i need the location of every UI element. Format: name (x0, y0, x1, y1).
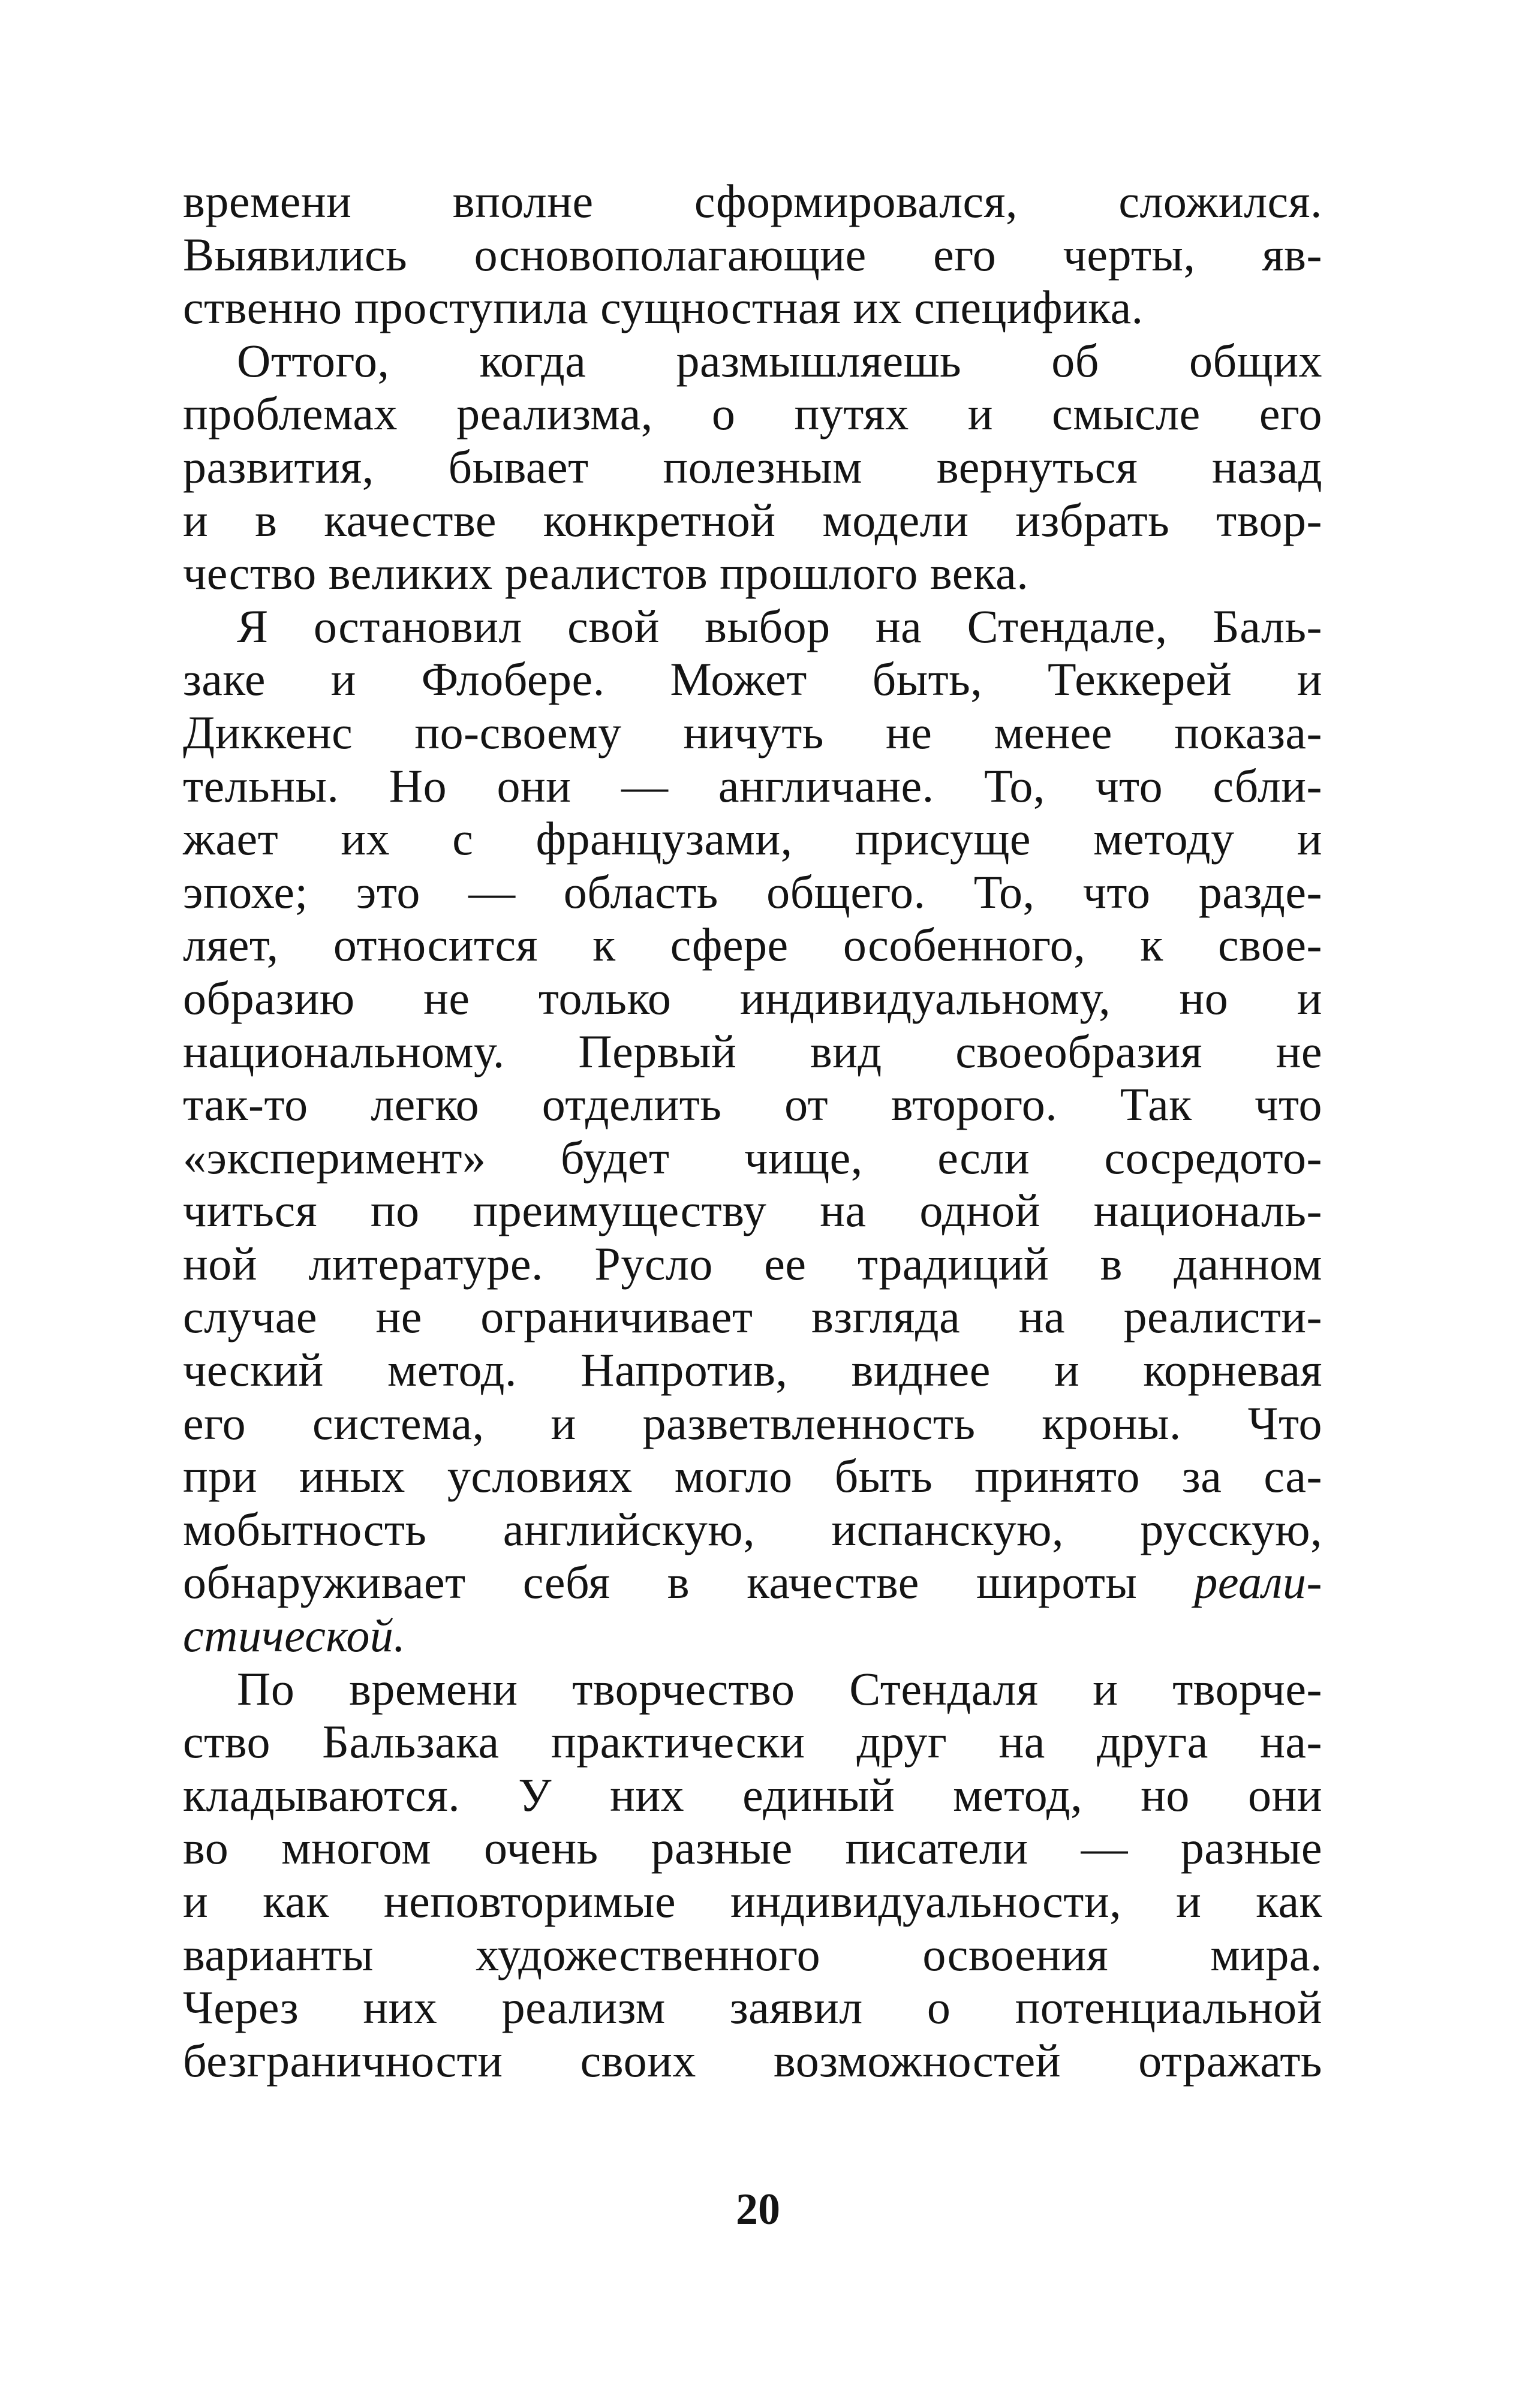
line-text: чество великих реалистов прошлого века. (183, 547, 1029, 600)
line-text: случае не ограничивает взгляда на реалисти- (183, 1290, 1322, 1343)
line-text: национальному. Первый вид своеобразия не (183, 1025, 1322, 1077)
italic-text: реали- (1194, 1556, 1322, 1609)
line-text: жает их с французами, присуще методу и (183, 812, 1322, 865)
text-line (183, 1450, 1322, 1503)
text-line (183, 335, 1322, 388)
line-text: Выявились основополагающие его черты, яв- (183, 228, 1322, 281)
line-text: и в качестве конкретной модели избрать твор- (183, 493, 1322, 546)
text-line (183, 1875, 1322, 1928)
line-text: ляет, относится к сфере особенного, к свое- (183, 919, 1322, 971)
text-line (183, 919, 1322, 972)
line-text: ство Бальзака практически друг на друга на- (183, 1715, 1322, 1768)
line-text: ческий метод. Напротив, виднее и корневая (183, 1344, 1322, 1396)
text-line (183, 1290, 1322, 1344)
line-text: образию не только индивидуальному, но и (183, 971, 1322, 1024)
text-line (183, 1981, 1322, 2034)
line-text: Я остановил свой выбор на Стендале, Баль- (237, 600, 1322, 652)
text-line (183, 1928, 1322, 1982)
text-line (183, 2034, 1322, 2088)
line-text: ственно проступила сущностная их специфика. (183, 281, 1144, 334)
text-line (183, 866, 1322, 919)
text-line (183, 1609, 1322, 1663)
text-line (183, 760, 1322, 813)
text-line (183, 1715, 1322, 1769)
text-line (183, 1556, 1322, 1609)
text-line (183, 1397, 1322, 1450)
text-line (183, 1663, 1322, 1716)
line-text: безграничности своих возможностей отражать (183, 2034, 1322, 2087)
line-text: времени вполне сформировался, сложился. (183, 175, 1322, 227)
text-line (183, 1503, 1322, 1557)
text-line (183, 547, 1322, 600)
line-text: обнаруживает себя в качестве широты (183, 1556, 1195, 1609)
line-text: развития, бывает полезным вернуться назад (183, 440, 1322, 493)
text-line (183, 1078, 1322, 1131)
text-line (183, 972, 1322, 1025)
text-line (183, 812, 1322, 866)
text-line (183, 1769, 1322, 1822)
line-text: Через них реализм заявил о потенциальной (183, 1981, 1322, 2034)
text-line (183, 281, 1322, 335)
line-text: тельны. Но они — англичане. То, что сбли- (183, 759, 1322, 812)
line-text: Оттого, когда размышляешь об общих (237, 334, 1322, 387)
line-text: варианты художественного освоения мира. (183, 1928, 1322, 1980)
line-text: заке и Флобере. Может быть, Теккерей и (183, 653, 1322, 706)
text-line (183, 1238, 1322, 1291)
line-text: при иных условиях могло быть принято за са- (183, 1450, 1322, 1503)
text-line (183, 1184, 1322, 1238)
text-line (183, 228, 1322, 282)
text-line (183, 600, 1322, 654)
text-line (183, 494, 1322, 547)
line-text: Диккенс по-своему ничуть не менее показа- (183, 706, 1322, 758)
text-line (183, 1822, 1322, 1875)
text-line (183, 1131, 1322, 1185)
text-line (183, 387, 1322, 441)
text-line (183, 441, 1322, 494)
line-text: так-то легко отделить от второго. Так что (183, 1078, 1322, 1131)
page-number: 20 (736, 2185, 780, 2234)
text-line (183, 653, 1322, 706)
line-text: кладываются. У них единый метод, но они (183, 1768, 1322, 1821)
line-text: и как неповторимые индивидуальности, и как (183, 1875, 1322, 1927)
italic-text: стической. (183, 1609, 406, 1662)
body-text (183, 175, 1322, 2087)
line-text: По времени творчество Стендаля и творче- (237, 1662, 1322, 1715)
text-line (183, 706, 1322, 760)
line-text: его система, и разветвленность кроны. Что (183, 1396, 1322, 1449)
line-text: читься по преимуществу на одной националь- (183, 1184, 1322, 1237)
text-line (183, 1025, 1322, 1079)
line-text: мобытность английскую, испанскую, русскую, (183, 1503, 1322, 1555)
line-text: проблемах реализма, о путях и смысле его (183, 387, 1322, 440)
text-line (183, 1344, 1322, 1397)
line-text: эпохе; это — область общего. То, что разде- (183, 865, 1322, 918)
line-text: ной литературе. Русло ее традиций в данном (183, 1237, 1322, 1290)
line-text: во многом очень разные писатели — разные (183, 1822, 1322, 1874)
line-text: «эксперимент» будет чище, если сосредото- (183, 1131, 1322, 1184)
text-line (183, 175, 1322, 228)
